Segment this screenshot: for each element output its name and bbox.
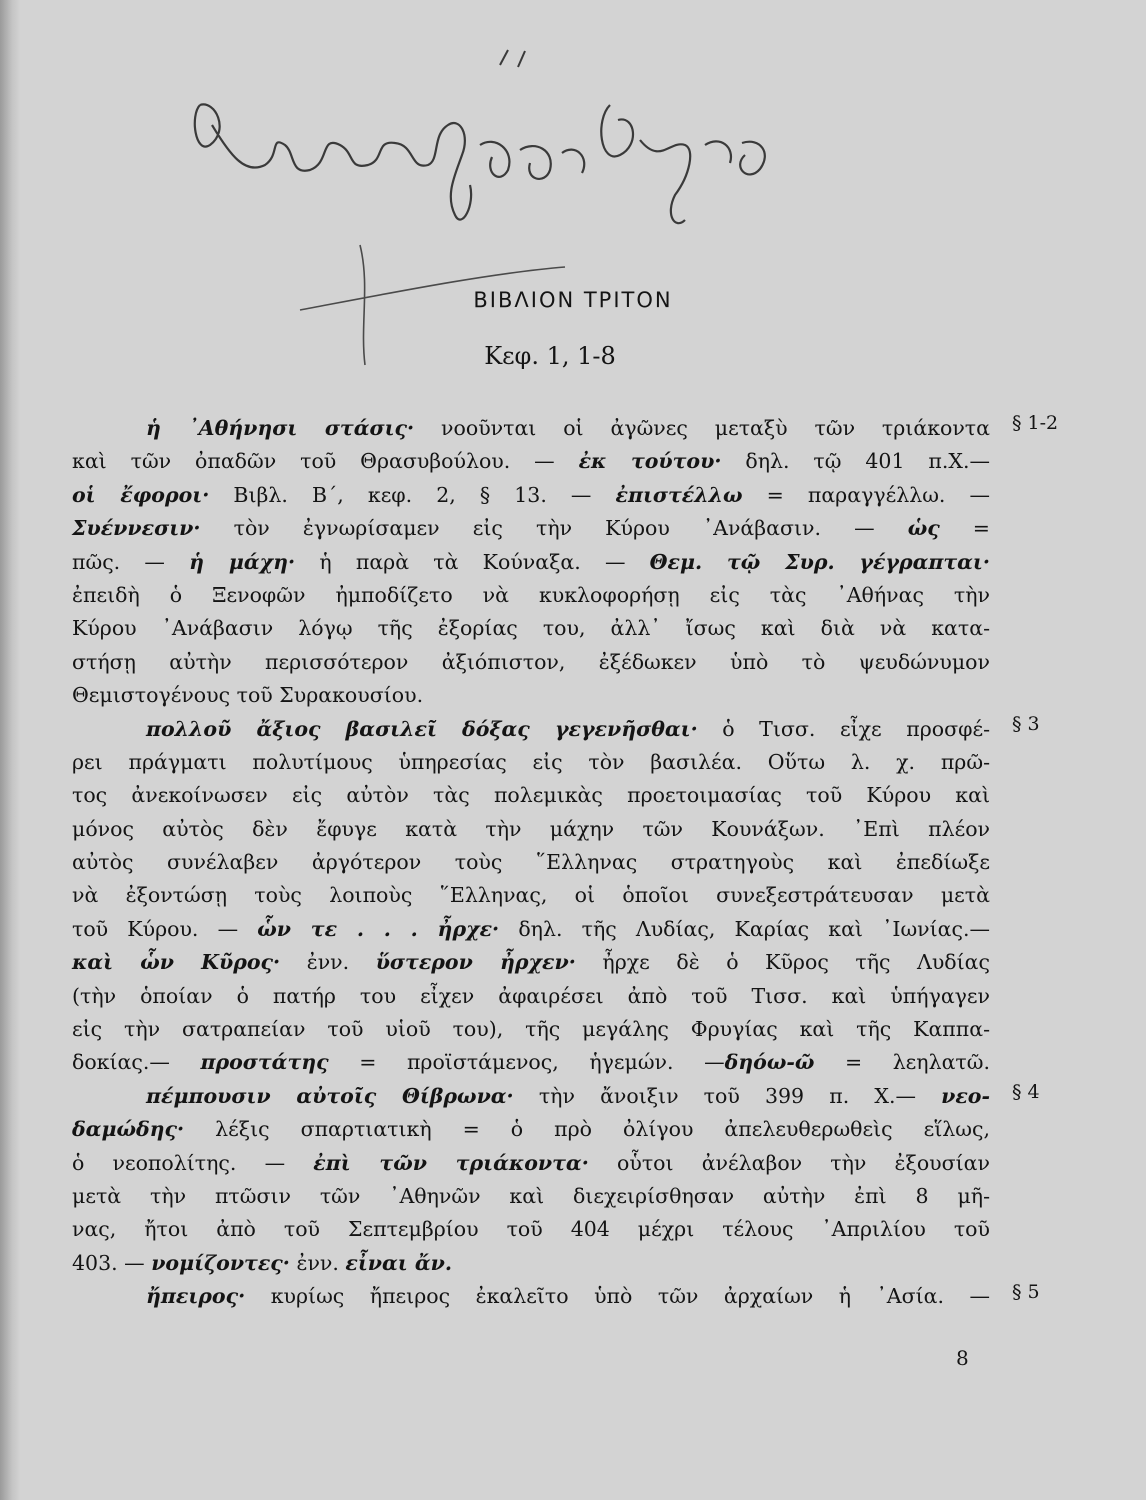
gloss-text: καὶ τῶν ὀπαδῶν τοῦ Θρασυβούλου. —: [72, 449, 579, 474]
lemma-term: ἤπειρος·: [146, 1284, 246, 1309]
gloss-text: δηλ. τῆς Λυδίας, Καρίας καὶ ᾿Ιωνίας.—: [499, 916, 991, 941]
lemma-term: ἐπὶ τῶν τριάκοντα·: [313, 1150, 589, 1175]
gloss-text: δηλ. τῷ 401 π.Χ.—: [721, 449, 991, 474]
text-line: [72, 579, 990, 612]
lemma-term: ὕστερον ἦρχεν·: [375, 950, 576, 975]
lemma-term: οἱ ἔφοροι·: [72, 482, 210, 507]
text-line: [72, 546, 990, 579]
gloss-text: Βιβλ. Β΄, κεφ. 2, § 13. —: [209, 482, 616, 507]
text-line: [72, 412, 990, 445]
gloss-text: ἐνν.: [289, 1250, 346, 1275]
gloss-text: κυρίως ἤπειρος ἐκαλεῖτο ὑπὸ τῶν ἀρχαίων ἡ ᾿Ασία. —: [245, 1284, 990, 1309]
text-line: [72, 1247, 990, 1280]
gloss-text: νας, ἤτοι ἀπὸ τοῦ Σεπτεμβρίου τοῦ 404 μέχρι τέλους ᾿Απριλίου τοῦ: [72, 1217, 990, 1242]
page-edge-shadow: [0, 0, 20, 1500]
text-line: [72, 612, 990, 645]
text-line: [72, 846, 990, 879]
text-line: [72, 1147, 990, 1180]
margin-section-ref: § 3: [1012, 713, 1040, 735]
gloss-text: ρει πράγματι πολυτίμους ὑπηρεσίας εἰς τὸν βασιλέα. Οὕτω λ. χ. πρῶ-: [72, 749, 990, 774]
margin-section-ref: § 5: [1012, 1281, 1040, 1303]
gloss-text: ὁ Τισσ. εἶχε προσφέ-: [697, 716, 990, 741]
margin-section-ref: § 1-2: [1012, 412, 1059, 434]
gloss-text: 403. —: [72, 1250, 152, 1275]
gloss-text: ἐπειδὴ ὁ Ξενοφῶν ἠμποδίζετο νὰ κυκλοφορήσῃ εἰς τὰς ᾿Αθήνας τὴν: [72, 582, 990, 607]
text-line: [72, 746, 990, 779]
lemma-term: νεο-: [941, 1083, 990, 1108]
lemma-term: καὶ ὧν Κῦρος·: [72, 950, 281, 975]
gloss-text: = λεηλατῶ.: [814, 1050, 990, 1075]
gloss-text: (τὴν ὁποίαν ὁ πατήρ του εἶχεν ἀφαιρέσει ἀπὸ τοῦ Τισσ. καὶ ὑπήγαγεν: [72, 983, 990, 1008]
gloss-text: μόνος αὐτὸς δὲν ἔφυγε κατὰ τὴν μάχην τῶν Κουνάξων. ᾿Επὶ πλέον: [72, 816, 990, 841]
gloss-text: δοκίας.—: [72, 1050, 201, 1075]
commentary-text: [72, 412, 990, 1314]
gloss-text: ἡ παρὰ τὰ Κούναξα. —: [295, 549, 650, 574]
lemma-term: ἡ ᾿Αθήνησι στάσις·: [146, 416, 415, 440]
gloss-text: αὐτὸς συνέλαβεν ἀργότερον τοὺς ῞Ελληνας στρατηγοὺς καὶ ἐπεδίωξε: [72, 850, 990, 875]
lemma-term: προστάτης: [200, 1050, 329, 1075]
lemma-term: ἐπιστέλλω: [615, 482, 743, 507]
lemma-term: νομίζοντες·: [151, 1250, 290, 1275]
text-line: [72, 1080, 990, 1113]
gloss-text: = παραγγέλλω. —: [742, 482, 991, 507]
gloss-text: ἐνν.: [280, 950, 376, 975]
gloss-text: μετὰ τὴν πτῶσιν τῶν ᾿Αθηνῶν καὶ διεχειρίσθησαν αὐτὴν ἐπὶ 8 μῆ-: [72, 1183, 990, 1208]
lemma-term: δαμώδης·: [72, 1117, 185, 1142]
gloss-text: νοοῦνται οἱ ἀγῶνες μεταξὺ τῶν τριάκοντα: [414, 416, 990, 440]
text-line: [72, 980, 990, 1013]
gloss-text: τὴν ἄνοιξιν τοῦ 399 π. Χ.—: [513, 1083, 942, 1108]
book-title: ΒΙΒΛΙΟΝ ΤΡΙΤΟΝ: [473, 288, 673, 312]
gloss-text: Κύρου ᾿Ανάβασιν λόγῳ τῆς ἐξορίας του, ἀλλ᾿ ἴσως καὶ διὰ νὰ κατα-: [72, 616, 990, 641]
text-line: [72, 813, 990, 846]
lemma-term: δηόω-ῶ: [724, 1050, 815, 1075]
text-line: [72, 1180, 990, 1213]
text-line: [72, 1280, 990, 1313]
text-line: [72, 879, 990, 912]
chapter-heading: Κεφ. 1, 1-8: [484, 342, 616, 370]
gloss-text: Θεμιστογένους τοῦ Συρακουσίου.: [72, 683, 424, 708]
gloss-text: νὰ ἐξοντώσῃ τοὺς λοιποὺς ῞Ελληνας, οἱ ὁποῖοι συνεξεστράτευσαν μετὰ: [72, 883, 990, 908]
gloss-text: λέξις σπαρτιατικὴ = ὁ πρὸ ὀλίγου ἀπελευθερωθεὶς εἵλως,: [184, 1117, 990, 1142]
gloss-text: τοῦ Κύρου. —: [72, 916, 258, 941]
lemma-term: ὧν τε . . . ἦρχε·: [257, 916, 500, 941]
text-line: [72, 1013, 990, 1046]
gloss-text: οὗτοι ἀνέλαβον τὴν ἐξουσίαν: [588, 1150, 990, 1175]
lemma-term: ὡς: [907, 516, 940, 541]
lemma-term: Συέννεσιν·: [72, 516, 201, 541]
gloss-text: στήσῃ αὐτὴν περισσότερον ἀξιόπιστον, ἐξέδωκεν ὑπὸ τὸ ψευδώνυμον: [72, 649, 990, 674]
gloss-text: ἦρχε δὲ ὁ Κῦρος τῆς Λυδίας: [575, 950, 991, 975]
text-line: [72, 779, 990, 812]
gloss-text: = προϊστάμενος, ἡγεμών. —: [328, 1050, 725, 1075]
margin-section-ref: § 4: [1012, 1081, 1040, 1103]
lemma-term: πέμπουσιν αὐτοῖς Θίβρωνα·: [146, 1083, 514, 1108]
text-line: [72, 445, 990, 478]
text-line: [72, 713, 990, 746]
gloss-text: τος ἀνεκοίνωσεν εἰς αὐτὸν τὰς πολεμικὰς προετοιμασίας τοῦ Κύρου καὶ: [72, 783, 990, 808]
text-line: [72, 913, 990, 946]
text-line: [72, 479, 990, 512]
text-line: [72, 646, 990, 679]
text-line: [72, 1213, 990, 1246]
text-line: [72, 946, 990, 979]
lemma-term: εἶναι ἄν.: [345, 1250, 452, 1275]
gloss-text: τὸν ἐγνωρίσαμεν εἰς τὴν Κύρου ᾿Ανάβασιν. —: [200, 516, 908, 541]
text-line: [72, 1113, 990, 1146]
gloss-text: πῶς. —: [72, 549, 190, 574]
gloss-text: =: [939, 516, 990, 541]
page-number: 8: [956, 1346, 969, 1370]
text-line: [72, 1046, 990, 1079]
lemma-term: ἐκ τούτου·: [578, 449, 722, 474]
gloss-text: ὁ νεοπολίτης. —: [72, 1150, 314, 1175]
lemma-term: Θεμ. τῷ Συρ. γέγραπται·: [649, 549, 990, 574]
text-line: [72, 512, 990, 545]
lemma-term: πολλοῦ ἄξιος βασιλεῖ δόξας γεγενῆσθαι·: [146, 716, 698, 741]
text-line: [72, 679, 990, 712]
handwritten-inscription: [170, 45, 790, 375]
gloss-text: εἰς τὴν σατραπείαν τοῦ υἱοῦ του), τῆς μεγάλης Φρυγίας καὶ τῆς Καππα-: [72, 1017, 990, 1042]
lemma-term: ἡ μάχη·: [189, 549, 296, 574]
